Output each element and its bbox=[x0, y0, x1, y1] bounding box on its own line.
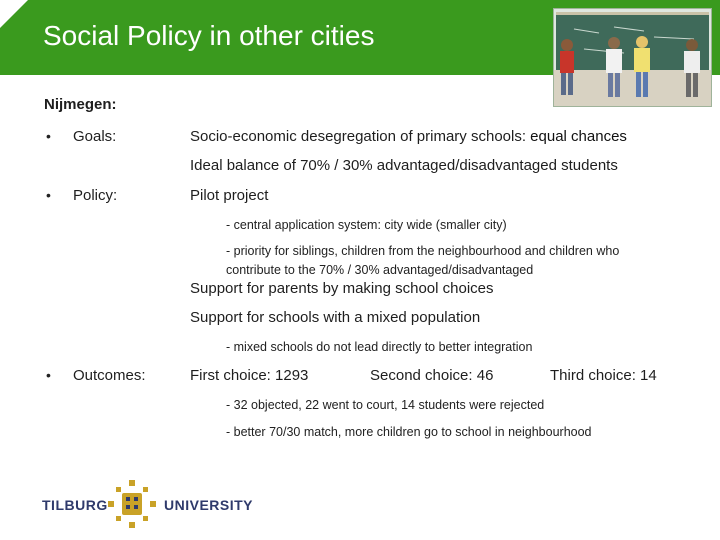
policy-sub-2b: contribute to the 70% / 30% advantaged/disadvantaged bbox=[226, 263, 534, 277]
goals-line-1-text: Socio-economic desegregation of primary schools: bbox=[190, 128, 531, 145]
policy-line-3: Support for schools with a mixed population bbox=[190, 309, 481, 326]
logo-word-right: UNIVERSITY bbox=[164, 497, 254, 513]
classroom-photo bbox=[553, 8, 712, 107]
policy-label: Policy: bbox=[73, 187, 118, 204]
university-logo bbox=[40, 476, 254, 532]
outcomes-sub-2: - better 70/30 match, more children go to school in neighbourhood bbox=[226, 425, 592, 439]
policy-line-1: Pilot project bbox=[190, 187, 269, 204]
title-corner-notch bbox=[0, 0, 28, 28]
bullet-policy: • bbox=[46, 187, 51, 203]
outcome-third-choice: Third choice: 14 bbox=[550, 367, 657, 384]
outcome-first-choice: First choice: 1293 bbox=[190, 367, 309, 384]
bullet-goals: • bbox=[46, 128, 51, 144]
policy-line-2: Support for parents by making school choices bbox=[190, 280, 494, 297]
bullet-outcomes: • bbox=[46, 367, 51, 383]
slide-title: Social Policy in other cities bbox=[43, 20, 375, 51]
policy-sub-1: - central application system: city wide (smaller city) bbox=[226, 218, 507, 232]
goals-line-2: Ideal balance of 70% / 30% advantaged/disadvantaged students bbox=[190, 157, 618, 174]
outcomes-label: Outcomes: bbox=[73, 367, 146, 384]
logo-word-left: TILBURG bbox=[42, 497, 108, 513]
policy-sub-2a: - priority for siblings, children from the neighbourhood and children who bbox=[226, 244, 620, 258]
goals-label: Goals: bbox=[73, 128, 117, 145]
goals-line-1 bbox=[190, 128, 627, 145]
outcomes-sub-1: - 32 objected, 22 went to court, 14 students were rejected bbox=[226, 398, 545, 412]
university-emblem-icon bbox=[104, 478, 160, 530]
city-heading: Nijmegen: bbox=[44, 96, 117, 113]
outcome-second-choice: Second choice: 46 bbox=[370, 367, 494, 384]
goals-emphasis: equal chances bbox=[530, 128, 627, 145]
policy-sub-3: - mixed schools do not lead directly to better integration bbox=[226, 340, 533, 354]
